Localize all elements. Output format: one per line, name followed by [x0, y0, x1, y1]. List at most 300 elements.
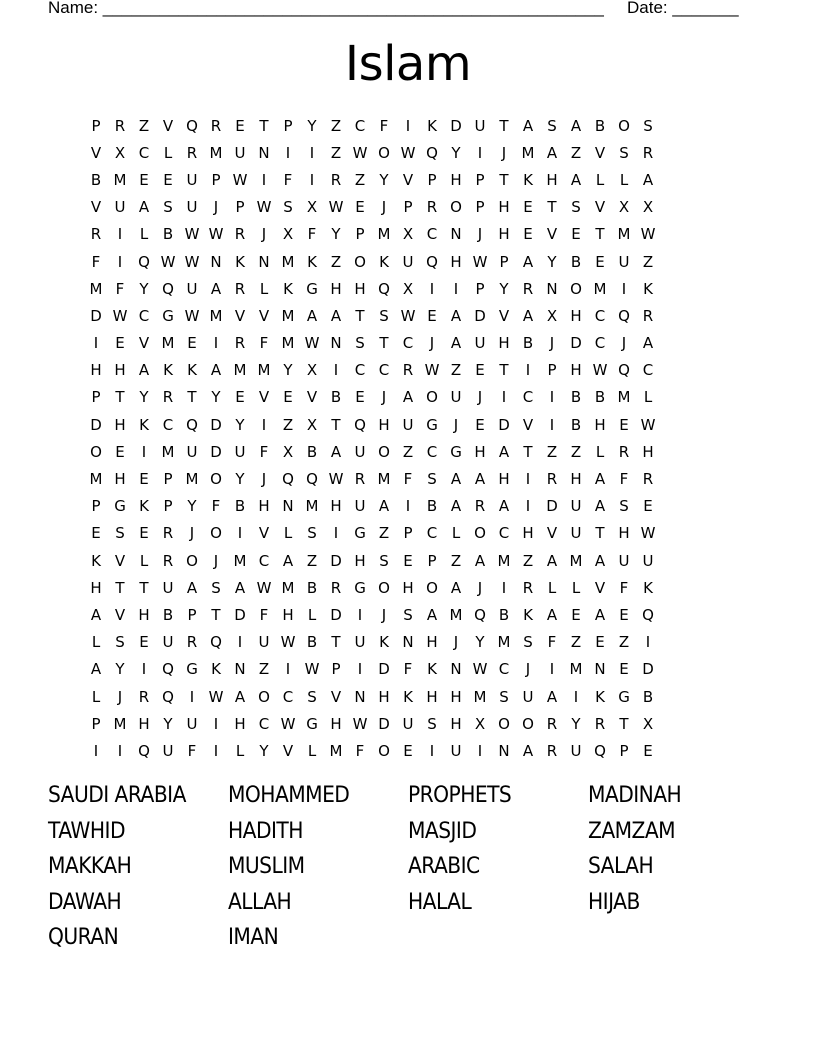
grid-cell[interactable]: E — [139, 633, 149, 652]
grid-cell[interactable]: I — [333, 524, 339, 543]
grid-cell[interactable]: U — [450, 388, 462, 407]
grid-cell[interactable]: W — [256, 198, 272, 217]
grid-cell[interactable]: A — [522, 741, 534, 760]
grid-cell[interactable]: T — [523, 442, 533, 461]
grid-cell[interactable]: M — [185, 470, 199, 489]
grid-cell[interactable]: J — [213, 198, 219, 217]
grid-cell[interactable]: I — [621, 279, 627, 298]
grid-cell[interactable]: W — [304, 660, 320, 679]
grid-cell[interactable]: D — [474, 306, 486, 325]
grid-cell[interactable]: C — [258, 714, 270, 733]
grid-cell[interactable]: K — [403, 687, 413, 706]
grid-cell[interactable]: Q — [162, 687, 174, 706]
grid-cell[interactable]: P — [211, 170, 221, 189]
grid-cell[interactable]: K — [595, 687, 605, 706]
grid-cell[interactable]: R — [594, 714, 606, 733]
grid-cell[interactable]: L — [91, 633, 101, 652]
grid-cell[interactable]: U — [186, 279, 198, 298]
grid-cell[interactable]: Y — [235, 415, 245, 434]
grid-cell[interactable]: K — [643, 578, 653, 597]
grid-cell[interactable]: B — [90, 170, 102, 189]
grid-cell[interactable]: H — [522, 524, 534, 543]
grid-cell[interactable]: E — [115, 334, 125, 353]
grid-cell[interactable]: I — [261, 415, 267, 434]
grid-cell[interactable]: U — [258, 633, 270, 652]
grid-cell[interactable]: S — [403, 605, 413, 624]
grid-cell[interactable]: Y — [187, 497, 197, 516]
grid-cell[interactable]: W — [400, 143, 416, 162]
grid-cell[interactable]: D — [210, 442, 222, 461]
grid-cell[interactable]: R — [522, 578, 534, 597]
grid-cell[interactable]: H — [114, 470, 126, 489]
grid-cell[interactable]: H — [642, 442, 654, 461]
grid-cell[interactable]: P — [187, 605, 197, 624]
grid-cell[interactable]: Q — [642, 605, 654, 624]
grid-cell[interactable]: R — [330, 170, 342, 189]
grid-cell[interactable]: A — [450, 470, 462, 489]
grid-cell[interactable]: P — [235, 198, 245, 217]
grid-cell[interactable]: O — [474, 524, 486, 543]
grid-cell[interactable]: K — [379, 633, 389, 652]
grid-cell[interactable]: I — [525, 497, 531, 516]
grid-cell[interactable]: I — [141, 660, 147, 679]
grid-cell[interactable]: Q — [426, 143, 438, 162]
grid-cell[interactable]: Y — [259, 741, 269, 760]
grid-cell[interactable]: Q — [378, 279, 390, 298]
grid-cell[interactable]: Y — [307, 116, 317, 135]
grid-cell[interactable]: J — [117, 687, 123, 706]
grid-cell[interactable]: O — [450, 198, 462, 217]
grid-cell[interactable]: Y — [547, 252, 557, 271]
grid-cell[interactable]: F — [91, 252, 101, 271]
grid-cell[interactable]: V — [258, 388, 270, 407]
grid-cell[interactable]: R — [426, 198, 438, 217]
grid-cell[interactable]: A — [402, 388, 414, 407]
grid-cell[interactable]: Z — [330, 252, 342, 271]
grid-cell[interactable]: H — [570, 306, 582, 325]
grid-cell[interactable]: I — [141, 442, 147, 461]
grid-cell[interactable]: G — [618, 687, 630, 706]
grid-cell[interactable]: A — [498, 442, 510, 461]
grid-cell[interactable]: U — [570, 524, 582, 543]
grid-cell[interactable]: X — [282, 442, 294, 461]
grid-cell[interactable]: A — [594, 497, 606, 516]
grid-cell[interactable]: V — [498, 306, 510, 325]
grid-cell[interactable]: M — [569, 660, 583, 679]
grid-cell[interactable]: E — [595, 252, 605, 271]
grid-cell[interactable]: I — [549, 415, 555, 434]
grid-cell[interactable]: Z — [642, 252, 654, 271]
grid-cell[interactable]: P — [91, 714, 101, 733]
grid-cell[interactable]: S — [355, 334, 365, 353]
grid-cell[interactable]: K — [139, 415, 149, 434]
grid-cell[interactable]: T — [139, 578, 149, 597]
grid-cell[interactable]: A — [210, 279, 222, 298]
grid-cell[interactable]: Y — [115, 660, 125, 679]
grid-cell[interactable]: M — [233, 361, 247, 380]
grid-cell[interactable]: V — [162, 116, 174, 135]
grid-cell[interactable]: S — [115, 633, 125, 652]
grid-cell[interactable]: T — [211, 605, 221, 624]
grid-cell[interactable]: U — [354, 497, 366, 516]
grid-cell[interactable]: L — [451, 524, 461, 543]
grid-cell[interactable]: I — [453, 279, 459, 298]
grid-cell[interactable]: A — [450, 306, 462, 325]
grid-cell[interactable]: K — [211, 660, 221, 679]
grid-cell[interactable]: T — [355, 306, 365, 325]
grid-cell[interactable]: W — [424, 361, 440, 380]
grid-cell[interactable]: S — [547, 116, 557, 135]
grid-cell[interactable]: A — [210, 361, 222, 380]
grid-cell[interactable]: H — [330, 279, 342, 298]
grid-cell[interactable]: C — [138, 306, 150, 325]
grid-cell[interactable]: Q — [474, 605, 486, 624]
grid-cell[interactable]: W — [184, 252, 200, 271]
grid-cell[interactable]: E — [571, 605, 581, 624]
grid-cell[interactable]: U — [402, 714, 414, 733]
grid-cell[interactable]: Y — [571, 714, 581, 733]
grid-cell[interactable]: N — [234, 660, 246, 679]
grid-cell[interactable]: T — [499, 170, 509, 189]
grid-cell[interactable]: X — [642, 714, 654, 733]
grid-cell[interactable]: T — [379, 334, 389, 353]
grid-cell[interactable]: M — [113, 170, 127, 189]
grid-cell[interactable]: O — [210, 470, 222, 489]
grid-cell[interactable]: D — [234, 605, 246, 624]
grid-cell[interactable]: F — [547, 633, 557, 652]
grid-cell[interactable]: C — [162, 415, 174, 434]
grid-cell[interactable]: Q — [210, 633, 222, 652]
grid-cell[interactable]: H — [426, 687, 438, 706]
grid-cell[interactable]: A — [546, 551, 558, 570]
grid-cell[interactable]: Z — [282, 415, 294, 434]
grid-cell[interactable]: E — [643, 497, 653, 516]
grid-cell[interactable]: G — [306, 279, 318, 298]
grid-cell[interactable]: N — [282, 497, 294, 516]
grid-cell[interactable]: I — [117, 252, 123, 271]
grid-cell[interactable]: D — [210, 415, 222, 434]
grid-cell[interactable]: M — [209, 143, 223, 162]
grid-cell[interactable]: V — [258, 306, 270, 325]
grid-cell[interactable]: U — [186, 198, 198, 217]
grid-cell[interactable]: Z — [354, 170, 366, 189]
grid-cell[interactable]: S — [379, 306, 389, 325]
grid-cell[interactable]: S — [307, 687, 317, 706]
grid-cell[interactable]: X — [402, 279, 414, 298]
grid-cell[interactable]: E — [139, 524, 149, 543]
grid-cell[interactable]: J — [381, 388, 387, 407]
grid-cell[interactable]: S — [307, 524, 317, 543]
grid-cell[interactable]: S — [283, 198, 293, 217]
grid-cell[interactable]: W — [400, 306, 416, 325]
grid-cell[interactable]: Z — [522, 551, 534, 570]
grid-cell[interactable]: N — [594, 660, 606, 679]
grid-cell[interactable]: A — [90, 660, 102, 679]
grid-cell[interactable]: M — [281, 578, 295, 597]
grid-cell[interactable]: S — [523, 633, 533, 652]
grid-cell[interactable]: I — [237, 524, 243, 543]
grid-cell[interactable]: H — [354, 551, 366, 570]
grid-cell[interactable]: K — [643, 279, 653, 298]
grid-cell[interactable]: J — [477, 225, 483, 244]
grid-cell[interactable]: A — [306, 306, 318, 325]
grid-cell[interactable]: N — [402, 633, 414, 652]
grid-cell[interactable]: S — [619, 143, 629, 162]
grid-cell[interactable]: V — [522, 415, 534, 434]
grid-cell[interactable]: K — [307, 252, 317, 271]
grid-cell[interactable]: Z — [546, 442, 558, 461]
grid-cell[interactable]: R — [234, 279, 246, 298]
grid-cell[interactable]: K — [283, 279, 293, 298]
grid-cell[interactable]: C — [522, 388, 534, 407]
grid-cell[interactable]: V — [234, 306, 246, 325]
grid-cell[interactable]: J — [261, 470, 267, 489]
grid-cell[interactable]: J — [477, 578, 483, 597]
grid-cell[interactable]: R — [162, 388, 174, 407]
grid-cell[interactable]: E — [523, 198, 533, 217]
grid-cell[interactable]: U — [186, 714, 198, 733]
grid-cell[interactable]: M — [89, 470, 103, 489]
grid-cell[interactable]: I — [237, 633, 243, 652]
grid-cell[interactable]: Y — [139, 388, 149, 407]
grid-cell[interactable]: Z — [402, 442, 414, 461]
grid-cell[interactable]: E — [115, 442, 125, 461]
grid-cell[interactable]: E — [523, 225, 533, 244]
grid-cell[interactable]: K — [235, 252, 245, 271]
grid-cell[interactable]: W — [184, 225, 200, 244]
grid-cell[interactable]: W — [472, 252, 488, 271]
grid-cell[interactable]: V — [90, 143, 102, 162]
grid-cell[interactable]: W — [640, 225, 656, 244]
grid-cell[interactable]: S — [571, 198, 581, 217]
grid-cell[interactable]: J — [429, 334, 435, 353]
grid-cell[interactable]: L — [307, 741, 317, 760]
grid-cell[interactable]: W — [472, 660, 488, 679]
grid-cell[interactable]: V — [138, 334, 150, 353]
grid-cell[interactable]: D — [378, 714, 390, 733]
grid-cell[interactable]: O — [378, 143, 390, 162]
grid-cell[interactable]: J — [549, 334, 555, 353]
grid-cell[interactable]: B — [426, 497, 438, 516]
grid-cell[interactable]: U — [114, 198, 126, 217]
grid-cell[interactable]: T — [499, 116, 509, 135]
grid-cell[interactable]: Y — [235, 470, 245, 489]
grid-cell[interactable]: Q — [186, 415, 198, 434]
letter-grid[interactable] — [84, 112, 732, 765]
grid-cell[interactable]: U — [186, 170, 198, 189]
grid-cell[interactable]: D — [330, 605, 342, 624]
grid-cell[interactable]: F — [211, 497, 221, 516]
grid-cell[interactable]: I — [309, 170, 315, 189]
grid-cell[interactable]: Q — [306, 470, 318, 489]
grid-cell[interactable]: B — [162, 225, 174, 244]
grid-cell[interactable]: V — [330, 687, 342, 706]
grid-cell[interactable]: L — [91, 687, 101, 706]
grid-cell[interactable]: W — [208, 687, 224, 706]
grid-cell[interactable]: U — [354, 633, 366, 652]
grid-cell[interactable]: T — [259, 116, 269, 135]
grid-cell[interactable]: I — [501, 388, 507, 407]
grid-cell[interactable]: J — [453, 415, 459, 434]
grid-cell[interactable]: M — [257, 361, 271, 380]
grid-cell[interactable]: E — [235, 116, 245, 135]
grid-cell[interactable]: Z — [618, 633, 630, 652]
grid-cell[interactable]: Q — [162, 279, 174, 298]
grid-cell[interactable]: W — [592, 361, 608, 380]
grid-cell[interactable]: A — [570, 170, 582, 189]
grid-cell[interactable]: H — [450, 714, 462, 733]
grid-cell[interactable]: D — [378, 660, 390, 679]
grid-cell[interactable]: N — [450, 225, 462, 244]
grid-cell[interactable]: B — [570, 415, 582, 434]
grid-cell[interactable]: Y — [163, 714, 173, 733]
grid-cell[interactable]: H — [282, 605, 294, 624]
grid-cell[interactable]: H — [450, 687, 462, 706]
grid-cell[interactable]: T — [619, 714, 629, 733]
grid-cell[interactable]: P — [427, 551, 437, 570]
grid-cell[interactable]: E — [475, 415, 485, 434]
grid-cell[interactable]: S — [211, 578, 221, 597]
grid-cell[interactable]: J — [621, 334, 627, 353]
grid-cell[interactable]: A — [522, 116, 534, 135]
grid-cell[interactable]: A — [594, 551, 606, 570]
grid-cell[interactable]: L — [235, 741, 245, 760]
grid-cell[interactable]: W — [160, 252, 176, 271]
grid-cell[interactable]: A — [642, 334, 654, 353]
grid-cell[interactable]: I — [189, 687, 195, 706]
grid-cell[interactable]: L — [139, 225, 149, 244]
grid-cell[interactable]: O — [186, 551, 198, 570]
grid-cell[interactable]: P — [91, 497, 101, 516]
grid-cell[interactable]: H — [546, 170, 558, 189]
grid-cell[interactable]: C — [426, 225, 438, 244]
grid-cell[interactable]: H — [90, 578, 102, 597]
grid-cell[interactable]: H — [114, 361, 126, 380]
grid-cell[interactable]: L — [259, 279, 269, 298]
grid-cell[interactable]: W — [184, 306, 200, 325]
grid-cell[interactable]: A — [426, 605, 438, 624]
grid-cell[interactable]: E — [139, 470, 149, 489]
grid-cell[interactable]: K — [523, 605, 533, 624]
grid-cell[interactable]: B — [330, 388, 342, 407]
grid-cell[interactable]: E — [403, 741, 413, 760]
grid-cell[interactable]: I — [525, 470, 531, 489]
grid-cell[interactable]: I — [573, 687, 579, 706]
grid-cell[interactable]: X — [618, 198, 630, 217]
grid-cell[interactable]: M — [161, 334, 175, 353]
grid-cell[interactable]: I — [549, 660, 555, 679]
grid-cell[interactable]: H — [138, 605, 150, 624]
grid-cell[interactable]: W — [640, 415, 656, 434]
grid-cell[interactable]: P — [403, 524, 413, 543]
grid-cell[interactable]: U — [618, 252, 630, 271]
grid-cell[interactable]: V — [546, 225, 558, 244]
grid-cell[interactable]: Q — [282, 470, 294, 489]
grid-cell[interactable]: H — [234, 714, 246, 733]
grid-cell[interactable]: H — [426, 633, 438, 652]
grid-cell[interactable]: C — [642, 361, 654, 380]
grid-cell[interactable]: R — [546, 470, 558, 489]
grid-cell[interactable]: W — [640, 524, 656, 543]
grid-cell[interactable]: E — [355, 388, 365, 407]
grid-cell[interactable]: T — [595, 524, 605, 543]
grid-cell[interactable]: K — [427, 116, 437, 135]
grid-cell[interactable]: L — [619, 170, 629, 189]
grid-cell[interactable]: X — [642, 198, 654, 217]
grid-cell[interactable]: S — [379, 551, 389, 570]
grid-cell[interactable]: W — [232, 170, 248, 189]
grid-cell[interactable]: P — [355, 225, 365, 244]
grid-cell[interactable]: U — [474, 116, 486, 135]
grid-cell[interactable]: I — [117, 225, 123, 244]
grid-cell[interactable]: P — [427, 170, 437, 189]
grid-cell[interactable]: M — [281, 334, 295, 353]
grid-cell[interactable]: M — [233, 551, 247, 570]
grid-cell[interactable]: C — [138, 143, 150, 162]
grid-cell[interactable]: V — [306, 388, 318, 407]
grid-cell[interactable]: N — [450, 660, 462, 679]
grid-cell[interactable]: V — [594, 198, 606, 217]
grid-cell[interactable]: A — [330, 306, 342, 325]
grid-cell[interactable]: H — [498, 470, 510, 489]
grid-cell[interactable]: W — [328, 198, 344, 217]
grid-cell[interactable]: A — [378, 497, 390, 516]
grid-cell[interactable]: R — [114, 116, 126, 135]
grid-cell[interactable]: J — [213, 551, 219, 570]
grid-cell[interactable]: X — [546, 306, 558, 325]
grid-cell[interactable]: E — [643, 741, 653, 760]
grid-cell[interactable]: J — [477, 388, 483, 407]
grid-cell[interactable]: Y — [139, 279, 149, 298]
grid-cell[interactable]: O — [354, 252, 366, 271]
grid-cell[interactable]: F — [355, 741, 365, 760]
grid-cell[interactable]: B — [306, 442, 318, 461]
grid-cell[interactable]: I — [525, 361, 531, 380]
grid-cell[interactable]: N — [258, 143, 270, 162]
grid-cell[interactable]: C — [426, 442, 438, 461]
grid-cell[interactable]: Q — [162, 660, 174, 679]
grid-cell[interactable]: Q — [354, 415, 366, 434]
grid-cell[interactable]: S — [115, 524, 125, 543]
grid-cell[interactable]: M — [473, 687, 487, 706]
grid-cell[interactable]: E — [571, 225, 581, 244]
grid-cell[interactable]: V — [114, 605, 126, 624]
grid-cell[interactable]: J — [381, 198, 387, 217]
grid-cell[interactable]: M — [617, 388, 631, 407]
grid-cell[interactable]: R — [546, 741, 558, 760]
grid-cell[interactable]: Q — [186, 116, 198, 135]
grid-cell[interactable]: V — [546, 524, 558, 543]
grid-cell[interactable]: H — [378, 687, 390, 706]
grid-cell[interactable]: Q — [594, 741, 606, 760]
grid-cell[interactable]: R — [546, 714, 558, 733]
grid-cell[interactable]: G — [354, 578, 366, 597]
grid-cell[interactable]: G — [450, 442, 462, 461]
grid-cell[interactable]: E — [187, 334, 197, 353]
grid-cell[interactable]: Y — [379, 170, 389, 189]
grid-cell[interactable]: F — [619, 578, 629, 597]
grid-cell[interactable]: K — [163, 361, 173, 380]
grid-cell[interactable]: S — [163, 198, 173, 217]
grid-cell[interactable]: L — [595, 170, 605, 189]
grid-cell[interactable]: U — [162, 633, 174, 652]
grid-cell[interactable]: I — [93, 334, 99, 353]
grid-cell[interactable]: O — [378, 442, 390, 461]
grid-cell[interactable]: O — [426, 578, 438, 597]
grid-cell[interactable]: H — [474, 442, 486, 461]
grid-cell[interactable]: X — [402, 225, 414, 244]
grid-cell[interactable]: O — [258, 687, 270, 706]
